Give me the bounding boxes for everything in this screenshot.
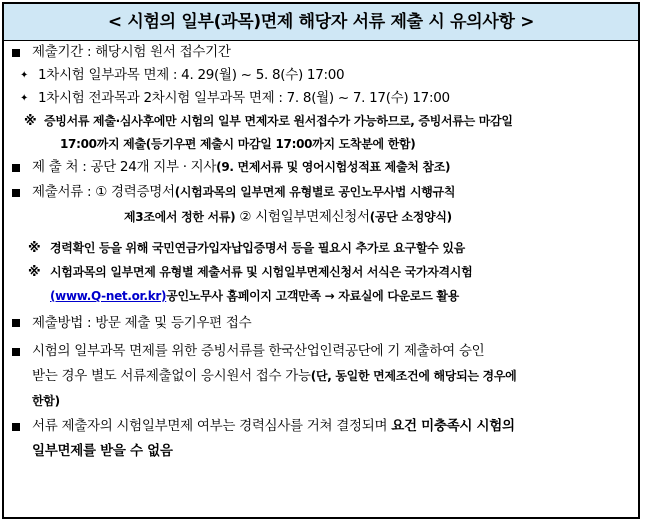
note-item: ※ 경력확인 등을 위해 국민연금가입자납입증명서 등을 필요시 추가로 요구할수 있음 xyxy=(4,237,638,261)
list-item: 시험의 일부과목 면제를 위한 증빙서류를 한국산업인력공단에 기 제출하여 승인 xyxy=(4,339,638,364)
page-title: < 시험의 일부(과목)면제 해당자 서류 제출 시 유의사항 > xyxy=(4,4,638,41)
list-item: 제출서류 : ① 경력증명서(시험과목의 일부면제 유형별로 공인노무사법 시행규칙 xyxy=(4,181,638,206)
reference-mark-icon: ※ xyxy=(24,114,37,129)
star-bullet-icon: ✦ xyxy=(20,93,29,104)
list-item: ✦ 1차시험 일부과목 면제 : 4. 29(월) ~ 5. 8(수) 17:00 xyxy=(4,64,638,87)
reference-mark-icon: ※ xyxy=(28,241,41,256)
list-item-cont: 한함) xyxy=(32,394,60,408)
square-bullet-icon xyxy=(12,164,20,172)
list-item-cont: 일부면제를 받을 수 없음 xyxy=(32,443,173,459)
list-item: 제출기간 : 해당시험 원서 접수기간 xyxy=(4,41,638,64)
list-item-cont: 받는 경우 별도 서류제출없이 응시원서 접수 가능(단, 동일한 면제조건에 해당되는 경우에 xyxy=(32,368,517,384)
square-bullet-icon xyxy=(12,423,20,431)
reference-mark-icon: ※ xyxy=(28,265,41,280)
note-item-cont: (www.Q-net.or.kr)공인노무사 홈페이지 고객만족 → 자료실에 다운로드 활용 xyxy=(50,289,459,303)
qnet-link[interactable]: (www.Q-net.or.kr) xyxy=(50,289,167,303)
list-item: 제 출 처 : 공단 24개 지부 · 지사(9. 면제서류 및 영어시험성적표 제출처 참조) xyxy=(4,156,638,181)
note-item: ※ 시험과목의 일부면제 유형별 제출서류 및 시험일부면제신청서 서식은 국가자격시험 xyxy=(4,261,638,285)
star-bullet-icon: ✦ xyxy=(20,70,29,81)
notice-frame xyxy=(2,2,640,519)
note-item: ※ 증빙서류 제출·심사후에만 시험의 일부 면제자로 원서접수가 가능하므로, 증빙서류는 마감일 xyxy=(4,110,638,133)
square-bullet-icon xyxy=(12,49,20,57)
list-item: 서류 제출자의 시험일부면제 여부는 경력심사를 거쳐 결정되며 요건 미충족시 시험의 xyxy=(4,414,638,439)
note-item-cont: 17:00까지 제출(등기우편 제출시 마감일 17:00까지 도착분에 한함) xyxy=(60,137,416,151)
square-bullet-icon xyxy=(12,348,20,356)
list-item: ✦ 1차시험 전과목과 2차시험 일부과목 면제 : 7. 8(월) ~ 7. 17(수) 17:00 xyxy=(4,87,638,110)
square-bullet-icon xyxy=(12,319,20,327)
square-bullet-icon xyxy=(12,189,20,197)
notice-body xyxy=(4,41,638,464)
list-item-cont: 제3조에서 정한 서류) ② 시험일부면제신청서(공단 소정양식) xyxy=(124,209,452,225)
list-item: 제출방법 : 방문 제출 및 등기우편 접수 xyxy=(4,309,638,339)
